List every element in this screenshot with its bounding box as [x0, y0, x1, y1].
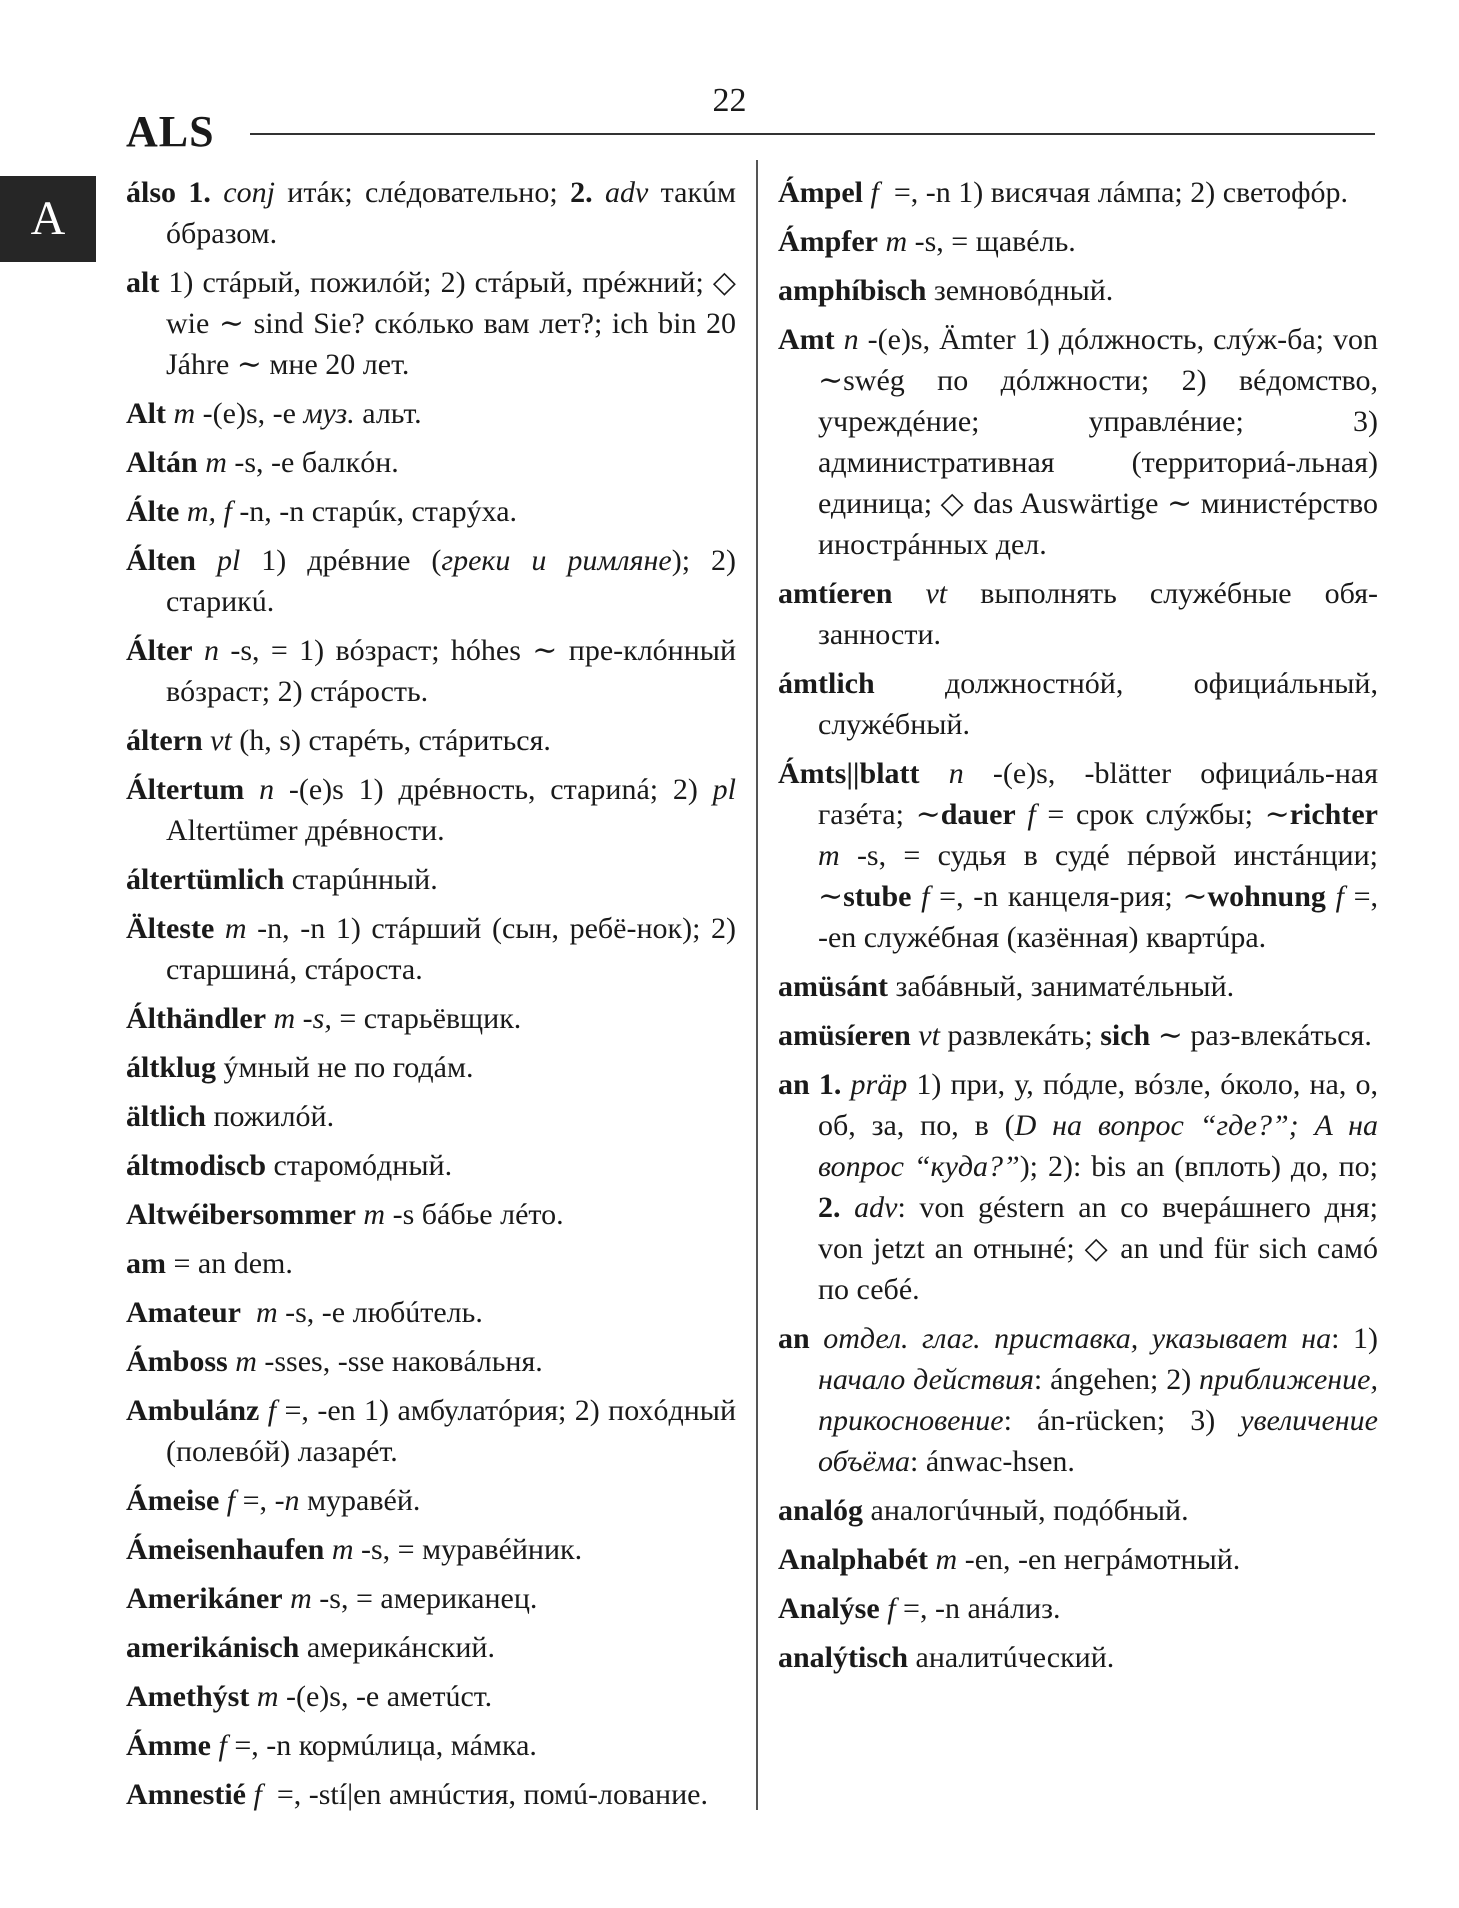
dictionary-entry: an отдел. глаг. приставка, указывает на: 1) начало действия: ángehen; 2) приближение, прикосновение: án-rücken; 3) увеличение объёма: ánwac-hsen.: [778, 1322, 1378, 1478]
dictionary-entry: amerikánisch америкáнский.: [126, 1631, 495, 1664]
dictionary-entry: analóg аналогúчный, подóбный.: [778, 1494, 1189, 1527]
header-rule: [250, 133, 1375, 135]
dictionary-entry: áltklug ýмный не по годáм.: [126, 1051, 474, 1084]
dictionary-entry: Älteste m -n, -n 1) стáрший (сын, ребё-нок); 2) старшинá, стáроста.: [126, 912, 736, 986]
dictionary-entry: Ámeisenhaufen m -s, = муравéйник.: [126, 1533, 583, 1566]
running-head: ALS: [126, 107, 215, 156]
dictionary-entry: ältlich пожилóй.: [126, 1100, 335, 1133]
dictionary-entry: analýtisch аналитúческий.: [778, 1641, 1115, 1674]
dictionary-entry: amtíeren vt выполнять служéбные обя-занности.: [778, 577, 1378, 651]
dictionary-entry: Ámpfer m -s, = щавéль.: [778, 225, 1076, 258]
dictionary-entry: áltern vt (h, s) старéть, стáриться.: [126, 724, 551, 757]
dictionary-entry: Ámpel f =, -n 1) висячая лáмпа; 2) светофóр.: [778, 176, 1349, 209]
dictionary-entry: am = an dem.: [126, 1247, 293, 1280]
dictionary-entry: Analphabét m -en, -en негрáмотный.: [778, 1543, 1241, 1576]
dictionary-entry: Ámme f =, -n кормúлица, мáмка.: [126, 1729, 537, 1762]
right-column: [778, 172, 1378, 1686]
dictionary-entry: Ámboss m -sses, -sse наковáльня.: [126, 1345, 543, 1378]
thumb-index-tab: A: [0, 176, 96, 262]
dictionary-entry: Álthändler m -s, = старьёвщик.: [126, 1002, 522, 1035]
dictionary-entry: Ámts||blatt n -(e)s, -blätter официáль-ная газéта; ∼dauer f = срок слýжбы; ∼richter m -s, = судья в судé пéрвой инстáнции; ∼stube f =, -n канцеля-рия; ∼wohnung f =, -en служéбная (казённая) квартúра.: [778, 757, 1379, 954]
dictionary-entry: Altán m -s, -e балкóн.: [126, 446, 399, 479]
dictionary-entry: ámtlich должностнóй, официáльный, служéбный.: [778, 667, 1378, 741]
dictionary-entry: Alt m -(e)s, -e муз. альт.: [126, 397, 422, 430]
dictionary-entry: Álten pl 1) дрéвние (греки и римляне); 2) старикú.: [126, 544, 736, 618]
dictionary-entry: áltertümlich старúнный.: [126, 863, 438, 896]
dictionary-entry: Amerikáner m -s, = американец.: [126, 1582, 538, 1615]
page-number: 22: [712, 82, 747, 119]
dictionary-entry: Álter n -s, = 1) вóзраст; hóhes ∼ пре-клóнный вóзраст; 2) стáрость.: [126, 634, 736, 708]
left-column: [126, 172, 736, 1823]
dictionary-entry: Amt n -(e)s, Ämter 1) дóлжность, слýж-ба; von ∼swég по дóлжности; 2) вéдомство, учреждéние; управлéние; 3) административная (территориá-льная) единица; ◇ das Auswärtige ∼ министéрство инострáнных дел.: [778, 323, 1378, 561]
column-divider: [756, 160, 758, 1810]
dictionary-entry: Ambulánz f =, -en 1) амбулатóрия; 2) похóдный (полевóй) лазарéт.: [126, 1394, 736, 1468]
dictionary-entry: Ámeise f =, -n муравéй.: [126, 1484, 421, 1517]
dictionary-entry: amphíbisch земновóдный.: [778, 274, 1114, 307]
dictionary-entry: amüsánt забáвный, заниматéльный.: [778, 970, 1235, 1003]
dictionary-entry: Áltertum n -(e)s 1) дрéвность, стариná; 2) pl Altertümer дрéвности.: [126, 773, 736, 847]
dictionary-entry: álso 1. conj итáк; слéдовательно; 2. adv такúм óбразом.: [126, 176, 737, 250]
dictionary-entry: Altwéibersommer m -s бáбье лéто.: [126, 1198, 564, 1231]
dictionary-entry: áltmodiscb старомóдный.: [126, 1149, 453, 1182]
dictionary-entry: Álte m, f -n, -n старúк, старýха.: [126, 495, 518, 528]
dictionary-entry: Amateur m -s, -e любúтель.: [126, 1296, 483, 1329]
dictionary-entry: an 1. präp 1) при, у, пóдле, вóзле, óколо, на, о, об, за, по, в (D на вопрос “где?”; A на вопрос “куда?”); 2): bis an (вплоть) до, по; 2. adv: von géstern an со вчерáшнего дня; von jetzt an отнынé; ◇ an und für sich самó по себé.: [778, 1068, 1379, 1306]
dictionary-entry: Analýse f =, -n анáлиз.: [778, 1592, 1061, 1625]
dictionary-entry: amüsíeren vt развлекáть; sich ∼ раз-влекáться.: [778, 1019, 1372, 1052]
dictionary-entry: Amethýst m -(e)s, -e аметúст.: [126, 1680, 493, 1713]
dictionary-entry: alt 1) стáрый, пожилóй; 2) стáрый, прéжний; ◇ wie ∼ sind Sie? скóлько вам лет?; ich bin 20 Jáhre ∼ мне 20 лет.: [126, 266, 736, 381]
dictionary-entry: Amnestié f =, -stí|en амнúстия, помú-лование.: [126, 1778, 708, 1811]
